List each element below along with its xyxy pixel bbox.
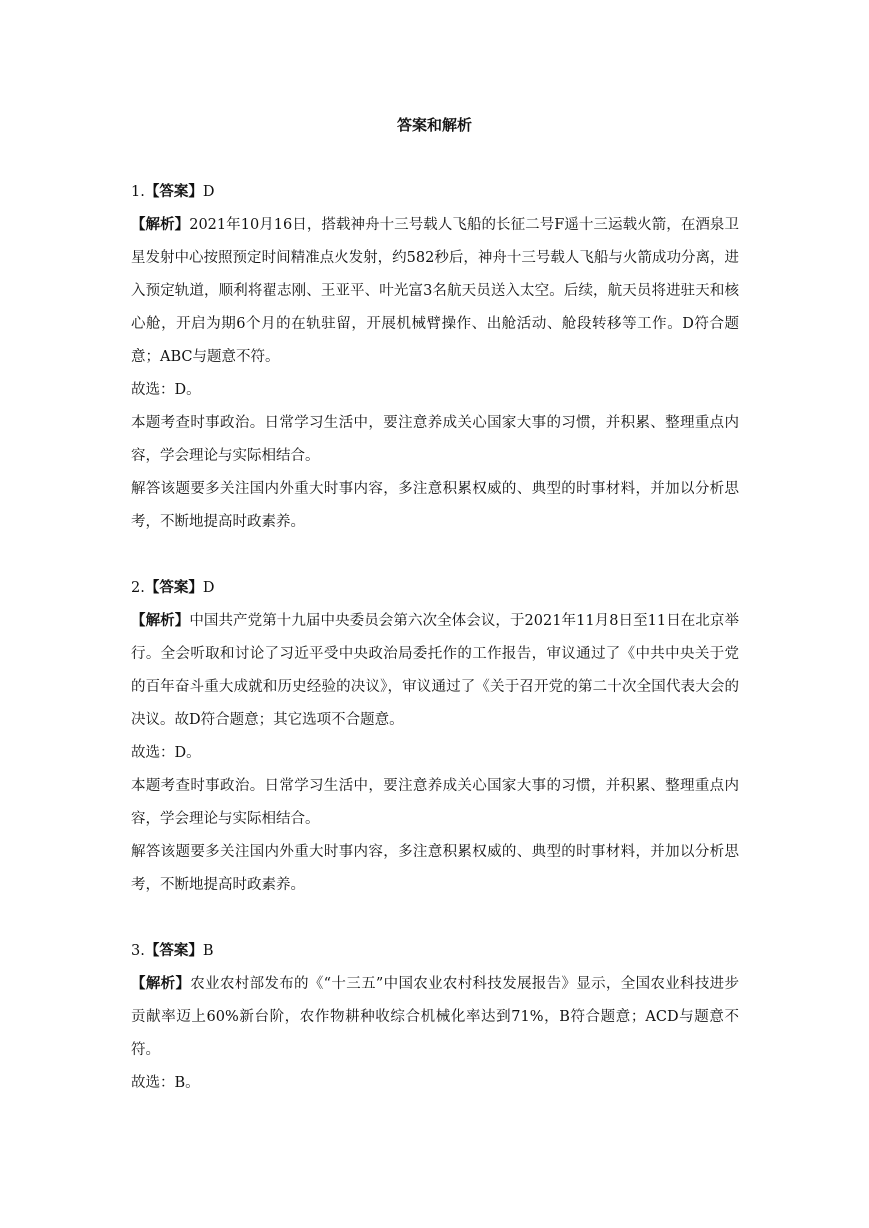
- analysis-text: 中国共产党第十九届中央委员会第六次全体会议，于2021年11月8日至11日在北京举行。全会听取和讨论了习近平受中央政治局委托作的工作报告，审议通过了《中共中央关于党的百年奋斗重大成就和历史经验的决议》，审议通过了《关于召开党的第二十次全国代表大会的决议。故D符合题意；其它选项不合题意。: [131, 613, 740, 728]
- answer-tag: 【答案】: [144, 184, 203, 200]
- analysis-tag: 【解析】: [131, 976, 191, 992]
- comment-paragraph: 本题考查时事政治。日常学习生活中，要注意养成关心国家大事的习惯，并积累、整理重点内容，学会理论与实际相结合。: [131, 778, 739, 827]
- analysis-text: 农业农村部发布的《“十三五”中国农业农村科技发展报告》显示，全国农业科技进步贡献率迈上60%新台阶，农作物耕种收综合机械化率达到71%，B符合题意；ACD与题意不符。: [131, 976, 740, 1058]
- analysis-tag: 【解析】: [131, 217, 190, 233]
- choice-line: 故选：D。: [131, 382, 201, 398]
- analysis-paragraph: [131, 605, 739, 737]
- question-number: 3.: [131, 943, 145, 959]
- analysis-paragraph: [131, 209, 739, 374]
- question-number: 2.: [131, 580, 145, 596]
- answer-line: [131, 572, 739, 605]
- choice-line: 故选：D。: [131, 745, 201, 761]
- answer-value: B: [202, 943, 214, 959]
- answer-item-2: [131, 572, 739, 902]
- analysis-paragraph: [131, 968, 739, 1067]
- question-number: 1.: [131, 184, 145, 200]
- answer-tag: 【答案】: [144, 580, 203, 596]
- answer-line: [131, 935, 739, 968]
- answer-value: D: [202, 184, 215, 200]
- choice-line: 故选：B。: [131, 1075, 200, 1091]
- answer-item-3: [131, 935, 739, 1100]
- answer-value: D: [202, 580, 215, 596]
- analysis-tag: 【解析】: [131, 613, 190, 629]
- analysis-text: 2021年10月16日，搭载神舟十三号载人飞船的长征二号F遥十三运载火箭，在酒泉卫星发射中心按照预定时间精准点火发射，约582秒后，神舟十三号载人飞船与火箭成功分离，进入预定轨道，顺利将翟志刚、王亚平、叶光富3名航天员送入太空。后续，航天员将进驻天和核心舱，开启为期6个月的在轨驻留，开展机械臂操作、出舱活动、舱段转移等工作。D符合题意；ABC与题意不符。: [131, 217, 739, 365]
- page-title: 答案和解析: [396, 116, 472, 134]
- comment-paragraph: 本题考查时事政治。日常学习生活中，要注意养成关心国家大事的习惯，并积累、整理重点内容，学会理论与实际相结合。: [131, 415, 739, 464]
- comment-paragraph: 解答该题要多关注国内外重大时事内容，多注意积累权威的、典型的时事材料，并加以分析思考，不断地提高时政素养。: [131, 481, 739, 530]
- answer-item-1: [131, 176, 739, 539]
- answer-line: [131, 176, 739, 209]
- comment-paragraph: 解答该题要多关注国内外重大时事内容，多注意积累权威的、典型的时事材料，并加以分析思考，不断地提高时政素养。: [131, 844, 739, 893]
- answer-tag: 【答案】: [144, 943, 203, 959]
- answers-content: [131, 176, 739, 1133]
